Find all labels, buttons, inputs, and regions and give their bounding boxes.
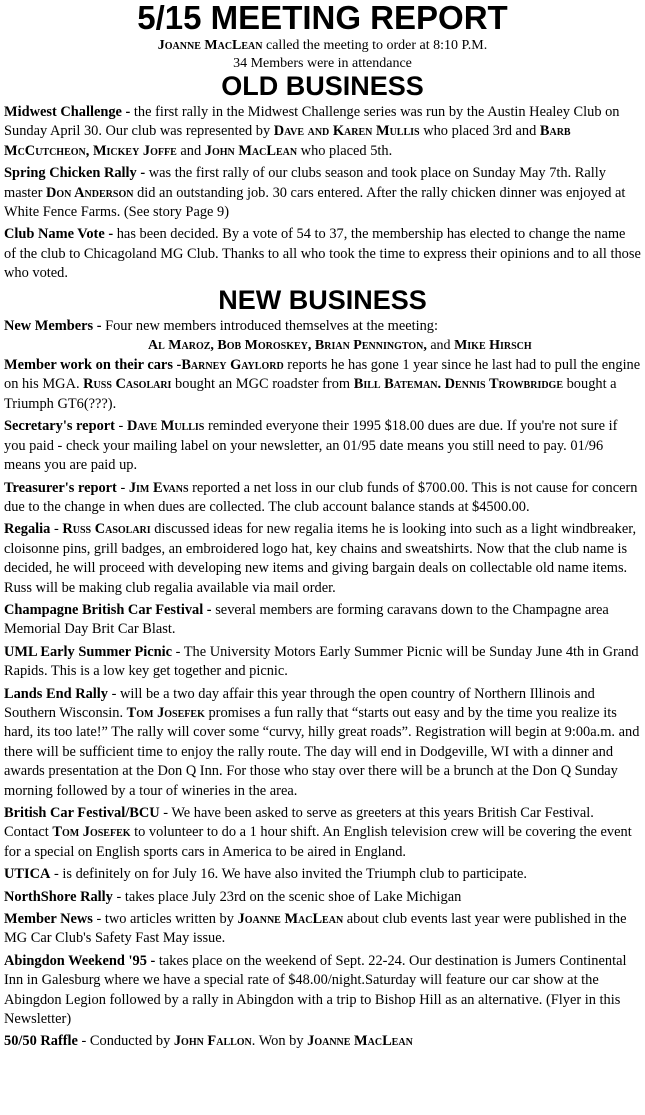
item-member-news: Member News - two articles written by Joanne MacLean about club events last year were published in the MG Car Club's Safety Fast May issue.: [4, 911, 627, 947]
item-lead: Member News: [4, 911, 93, 928]
person-name: Barney Gaylord: [181, 357, 284, 374]
person-name: Mike Hirsch: [454, 338, 532, 354]
item-lead: Midwest Challenge -: [4, 104, 131, 120]
item-lead: UML Early Summer Picnic: [4, 643, 173, 660]
person-name: Dennis Trowbridge: [444, 376, 564, 393]
item-champagne-festival: Champagne British Car Festival - several members are forming caravans down to the Champagne area Memorial Day Brit Car Blast.: [4, 601, 609, 638]
item-utica: UTICA - is definitely on for July 16. We have also invited the Triumph club to participate.: [4, 866, 527, 883]
item-spring-chicken-rally: Spring Chicken Rally - was the first rally of our clubs season and took place on Sunday May 7th. Rally master Don Anderson did an outstanding job. 30 cars entered. After the rally chicken dinner was enjoyed at White Fence Farms. (See story Page 9): [4, 165, 626, 221]
call-to-order: Joanne MacLean called the meeting to order at 8:10 P.M.: [157, 38, 488, 53]
item-lead: Member work on their cars -: [4, 357, 182, 374]
item-northshore-rally: NorthShore Rally - takes place July 23rd on the scenic shoe of Lake Michigan: [4, 888, 462, 905]
person-name: Joanne MacLean: [307, 1033, 413, 1050]
item-lead: Club Name Vote -: [4, 226, 114, 243]
person-name: Jim Evans: [128, 479, 189, 496]
item-new-members: New Members - Four new members introduced themselves at the meeting:: [4, 317, 438, 334]
item-lead: UTICA: [4, 866, 51, 883]
new-member-names: Al Maroz, Bob Moroskey, Brian Pennington, and Mike Hirsch: [148, 338, 532, 354]
person-name: Don Anderson: [45, 184, 134, 201]
person-name: Dave and Karen Mullis: [273, 123, 420, 140]
section-heading-old-business: OLD BUSINESS: [221, 71, 424, 101]
item-lead: Champagne British Car Festival -: [4, 601, 212, 618]
person-name: Bill Bateman.: [353, 376, 442, 393]
page-title: 5/15 MEETING REPORT: [137, 0, 508, 36]
person-name: Russ Casolari: [62, 521, 151, 538]
item-lead: New Members -: [4, 317, 102, 334]
item-midwest-challenge: Midwest Challenge - the first rally in the Midwest Challenge series was run by the Austin Healey Club on Sunday April 30. Our club was represented by Dave and Karen Mullis who placed 3rd and Barb McCutcheon, Mickey Joffe and John MacLean who placed 5th.: [4, 104, 620, 159]
person-name: John MacLean: [204, 142, 298, 159]
item-raffle: 50/50 Raffle - Conducted by John Fallon. Won by Joanne MacLean: [4, 1033, 413, 1050]
person-name: Tom Josefek: [126, 704, 205, 721]
item-secretary-report: Secretary's report - Dave Mullis reminded everyone their 1995 $18.00 dues are due. If you're not sure if you paid - check your mailing label on your newsletter, an 01/95 date means you still need to pay. 01/96 means you are paid up.: [4, 418, 618, 474]
person-name: Joanne MacLean: [157, 38, 263, 53]
item-lead: Secretary's report: [4, 418, 115, 435]
person-name: Barb McCutcheon, Mickey Joffe: [4, 123, 571, 159]
item-abingdon-weekend: Abingdon Weekend '95 - takes place on the weekend of Sept. 22-24. Our destination is Jumers Continental Inn in Galesburg where we have a special rate of $48.00/night.Saturday will feature our car show at the Abingdon Legion followed by a rally in Abingdon with a trip to Bishop Hill as an alternative. (Flyer in this Newsletter): [4, 952, 627, 1028]
item-lead: Treasurer's report: [4, 479, 117, 496]
item-lead: 50/50 Raffle: [4, 1033, 78, 1050]
attendance: 34 Members were in attendance: [233, 56, 412, 71]
person-name: Russ Casolari: [83, 376, 172, 393]
person-name: John Fallon: [173, 1033, 252, 1050]
item-regalia: Regalia - Russ Casolari discussed ideas for new regalia items he is looking into such as a light windbreaker, cloisonne pins, grill badges, an embroidered logo hat, key chains and sweatshirts. Now that the club name is decided, he will proceed with developing new items and giving bargain deals on collectable old name items. Russ will be making club regalia available via mail order.: [4, 521, 637, 596]
item-lead: NorthShore Rally: [4, 888, 113, 905]
item-lead: Lands End Rally: [4, 685, 108, 702]
item-uml-picnic: UML Early Summer Picnic - The University Motors Early Summer Picnic will be Sunday June 4th in Grand Rapids. This is a low key get together and picnic.: [4, 643, 639, 680]
item-lead: Spring Chicken Rally -: [4, 165, 146, 182]
person-name: Dave Mullis: [126, 418, 205, 435]
item-lead: Regalia: [4, 521, 51, 538]
item-lead: Abingdon Weekend '95 -: [4, 952, 156, 969]
person-name: Al Maroz, Bob Moroskey, Brian Pennington,: [148, 338, 427, 354]
person-name: Tom Josefek: [52, 824, 131, 841]
item-lead: British Car Festival/BCU: [4, 805, 160, 821]
item-club-name-vote: Club Name Vote - has been decided. By a vote of 54 to 37, the membership has elected to change the name of the club to Chicagoland MG Club. Thanks to all who took the time to express their opinions and to all those who voted.: [4, 226, 641, 282]
section-heading-new-business: NEW BUSINESS: [218, 284, 427, 315]
item-member-work: Member work on their cars -Barney Gaylord reports he has gone 1 year since he last had to pull the engine on his MGA. Russ Casolari bought an MGC roadster from Bill Bateman. Dennis Trowbridge bought a Triumph GT6(???).: [4, 357, 641, 412]
item-british-car-festival: British Car Festival/BCU - We have been asked to serve as greeters at this years British Car Festival. Contact Tom Josefek to volunteer to do a 1 hour shift. An English television crew will be covering the event for a special on English sports cars in America to be aired in England.: [4, 805, 632, 860]
item-treasurer-report: Treasurer's report - Jim Evans reported a net loss in our club funds of $700.00. This is not cause for concern due to the change in when dues are collected. The club account balance stands at $4500.00.: [4, 479, 638, 515]
item-lands-end-rally: Lands End Rally - will be a two day affair this year through the open country of Northern Illinois and Southern Wisconsin. Tom Josefek promises a fun rally that “starts out easy and by the time you realize its hard, its too late!” The rally will cover some “curvy, hilly great roads”. Registration will begin at 9:00a.m. and there will be sufficient time to enjoy the rally route. The day will end in Dodgeville, WI with a dinner and awards presentation at the Don Q Inn. For those who stay over there will be a brunch at the Don Q Sunday morning followed by a tour of wineries in the area.: [4, 685, 640, 799]
person-name: Joanne MacLean: [237, 911, 344, 928]
